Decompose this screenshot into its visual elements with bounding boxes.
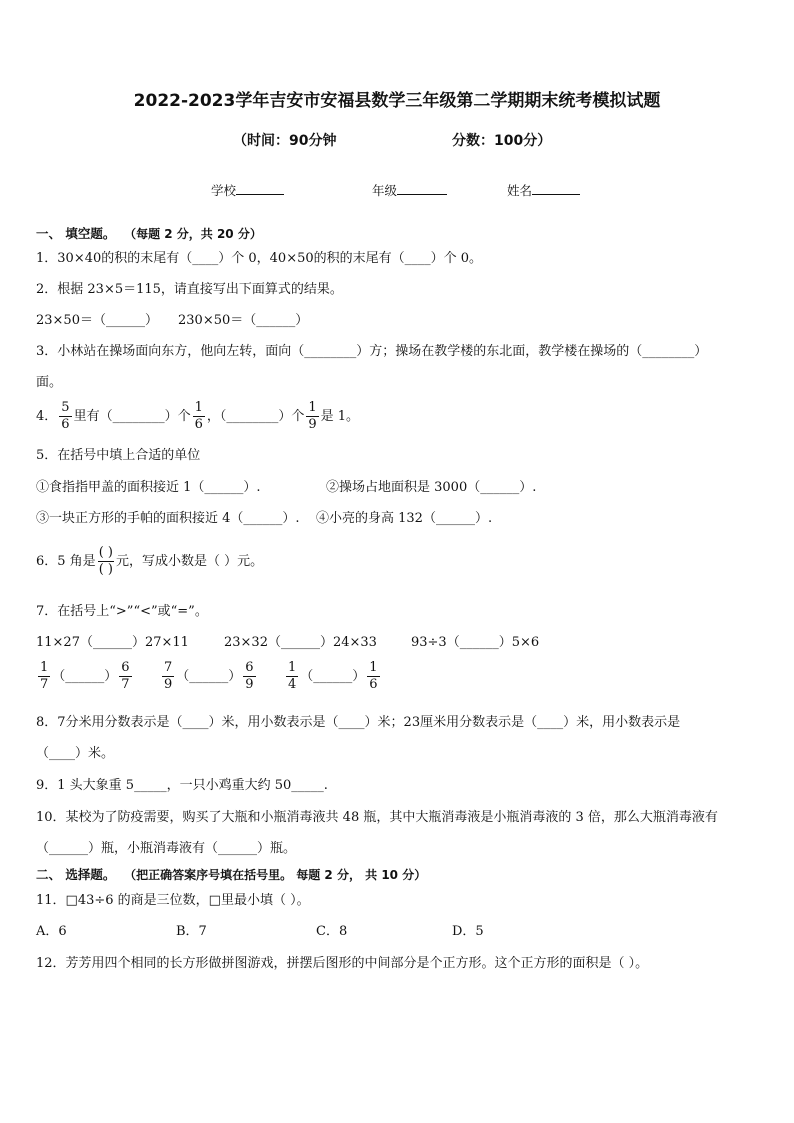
school-label: 学校 (211, 183, 237, 198)
name-label: 姓名 (507, 183, 533, 198)
question-2-part-b: 230×50＝（______） (178, 313, 309, 328)
school-field[interactable] (211, 181, 284, 199)
exam-score: 分数：100分） (452, 133, 552, 149)
question-2: 2．根据 23×5＝115，请直接写出下面算式的结果。 (36, 282, 343, 297)
question-4: 4． $\frac{5}{6}$ 里有（________）个 $\frac{1}{6}$ ，（________）个 $\frac{1}{9}$ 是 1。 (36, 400, 360, 432)
compare-1: 11×27（______）27×11 (36, 635, 189, 650)
grade-label: 年级 (372, 183, 398, 198)
question-7: 7．在括号上“>”“<”或“=”。 (36, 604, 208, 619)
question-3: 3．小林站在操场面向东方，他向左转，面向（________）方；操场在教学楼的东北面，教学楼在操场的（________） (36, 344, 708, 359)
option-c[interactable]: C．8 (316, 924, 348, 939)
option-b[interactable]: B．7 (176, 924, 207, 939)
compare-fraction-2: $\frac{7}{9}$ （______） $\frac{6}{9}$ (164, 660, 254, 692)
blank-fraction[interactable]: $\frac{( )}{( )}$ (98, 545, 113, 577)
name-field[interactable] (507, 181, 580, 199)
question-10: 10．某校为了防疫需要，购买了大瓶和小瓶消毒液共 48 瓶，其中大瓶消毒液是小瓶消毒液的 3 倍，那么大瓶消毒液有 (36, 810, 718, 825)
question-12: 12．芳芳用四个相同的长方形做拼图游戏，拼摆后图形的中间部分是个正方形。这个正方形的面积是（ ）。 (36, 956, 649, 971)
exam-time: （时间：90分钟 (233, 133, 337, 149)
question-8-cont: （____）米。 (36, 746, 115, 761)
school-blank[interactable] (236, 182, 284, 195)
grade-field[interactable] (372, 181, 447, 199)
fraction-1-9: $\frac{1}{9}$ (308, 400, 317, 432)
question-9: 9．1 头大象重 5_____，一只小鸡重大约 50_____. (36, 778, 328, 793)
question-1: 1．30×40的积的末尾有（____）个 0，40×50的积的末尾有（____）个 0。 (36, 251, 483, 266)
section-1-heading: 一、 填空题。 （每题 2 分，共 20 分） (36, 226, 262, 241)
page-title: 2022-2023学年吉安市安福县数学三年级第二学期期末统考模拟试题 (133, 91, 661, 111)
question-2-part-a: 23×50＝（______） (36, 313, 158, 328)
question-5-item-4: ④小亮的身高 132（______）. (316, 511, 493, 526)
question-11: 11．□43÷6 的商是三位数，□里最小填（ ）。 (36, 893, 310, 908)
section-2-heading: 二、 选择题。 （把正确答案序号填在括号里。 每题 2 分， 共 10 分） (36, 867, 427, 882)
question-5-item-1: ①食指指甲盖的面积接近 1（______）. (36, 480, 261, 495)
compare-3: 93÷3（______）5×6 (411, 635, 540, 650)
compare-fraction-3: $\frac{1}{4}$ （______） $\frac{1}{6}$ (288, 660, 378, 692)
name-blank[interactable] (532, 182, 580, 195)
question-8: 8．7分米用分数表示是（____）米，用小数表示是（____）米；23厘米用分数表示是（____）米，用小数表示是 (36, 715, 681, 730)
grade-blank[interactable] (397, 182, 447, 195)
compare-2: 23×32（______）24×33 (224, 635, 377, 650)
question-6: 6．5 角是 $\frac{( )}{( )}$ 元，写成小数是（ ）元。 (36, 545, 264, 577)
question-5-item-2: ②操场占地面积是 3000（______）. (326, 480, 537, 495)
option-d[interactable]: D．5 (452, 924, 484, 939)
question-5: 5．在括号中填上合适的单位 (36, 448, 201, 463)
option-a[interactable]: A．6 (36, 924, 67, 939)
fraction-1-6: $\frac{1}{6}$ (194, 400, 203, 432)
question-3-cont: 面。 (36, 375, 63, 390)
compare-fraction-1: $\frac{1}{7}$ （______） $\frac{6}{7}$ (40, 660, 130, 692)
question-5-item-3: ③一块正方形的手帕的面积接近 4（______）. (36, 511, 300, 526)
question-10-cont: （______）瓶，小瓶消毒液有（______）瓶。 (36, 841, 297, 856)
fraction-5-6: $\frac{5}{6}$ (61, 400, 70, 432)
